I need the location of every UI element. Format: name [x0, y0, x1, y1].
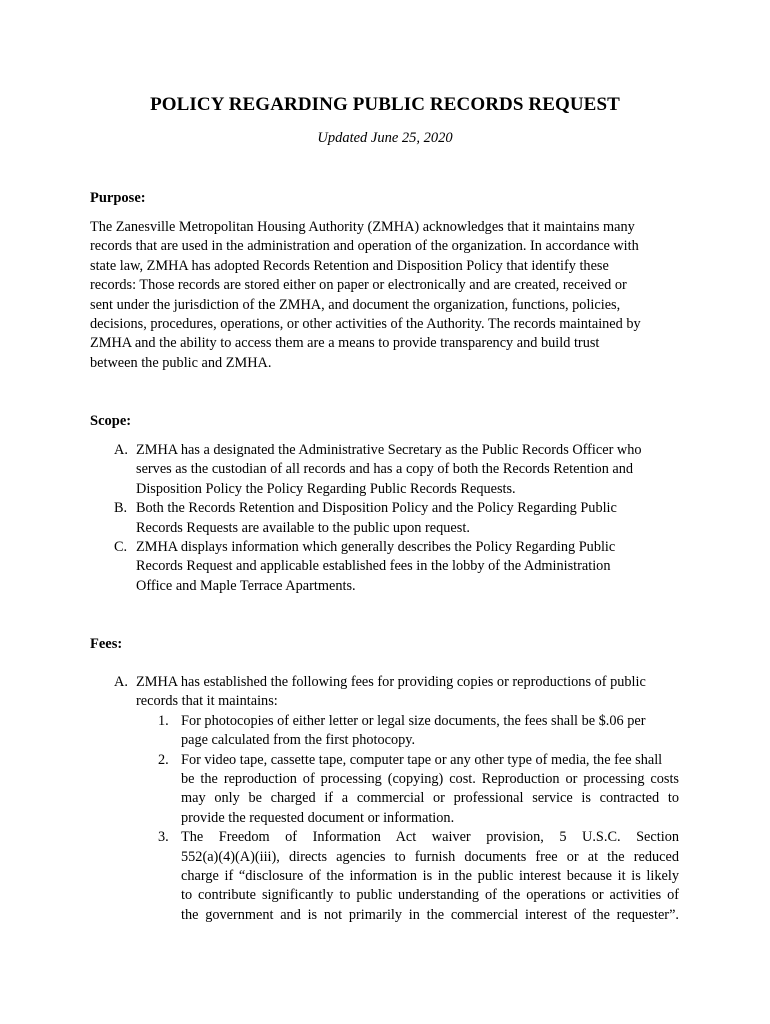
list-item-line: provide the requested document or information.: [181, 809, 455, 826]
list-marker: 1.: [158, 712, 169, 729]
scope-list: [90, 441, 690, 596]
purpose-line: The Zanesville Metropolitan Housing Authority (ZMHA) acknowledges that it maintains many: [90, 219, 635, 235]
list-item-line: ZMHA displays information which generally describes the Policy Regarding Public: [136, 539, 616, 556]
list-item-line: the government and is not primarily in the commercial interest of the requester”.: [181, 906, 679, 923]
purpose-line: records that are used in the administration and operation of the organization. In accordance with: [90, 238, 639, 255]
purpose-heading: Purpose:: [90, 190, 146, 206]
scope-heading: Scope:: [90, 413, 132, 429]
list-item-line: charge if “disclosure of the information is in the public interest because it is likely: [181, 868, 679, 885]
list-item-line: 552(a)(4)(A)(iii), directs agencies to furnish documents free or at the reduced: [181, 848, 679, 865]
scope-item-c: [90, 538, 690, 596]
purpose-paragraph: [90, 218, 690, 373]
list-item-line: ZMHA has established the following fees for providing copies or reproductions of public: [136, 674, 646, 690]
fees-subitem-2: [90, 751, 690, 829]
list-item-line: be the reproduction of processing (copying) cost. Reproduction or processing costs: [181, 771, 679, 788]
scope-item-b: [90, 499, 690, 538]
list-item-line: Office and Maple Terrace Apartments.: [136, 577, 356, 594]
list-marker: A.: [114, 442, 128, 458]
list-item-line: may only be charged if a commercial or professional service is contracted to: [181, 790, 679, 807]
updated-date: Updated June 25, 2020: [317, 130, 453, 146]
list-item-line: page calculated from the first photocopy.: [181, 732, 416, 749]
list-item-line: For video tape, cassette tape, computer tape or any other type of media, the fee shall: [181, 751, 663, 768]
scope-item-a: [90, 441, 690, 499]
purpose-line: state law, ZMHA has adopted Records Retention and Disposition Policy that identify these: [90, 257, 609, 274]
list-item-line: Both the Records Retention and Disposition Policy and the Policy Regarding Public: [136, 500, 617, 517]
list-item-line: to contribute significantly to public understanding of the operations or activities of: [181, 887, 679, 904]
fees-item-a: [90, 673, 690, 712]
list-item-line: The Freedom of Information Act waiver provision, 5 U.S.C. Section: [181, 829, 679, 846]
list-item-line: ZMHA has a designated the Administrative Secretary as the Public Records Officer who: [136, 442, 642, 458]
list-item-line: Records Requests are available to the public upon request.: [136, 519, 470, 536]
purpose-line: sent under the jurisdiction of the ZMHA, and document the organization, functions, policies,: [90, 296, 621, 313]
list-marker: B.: [114, 500, 128, 517]
fees-heading: Fees:: [90, 636, 123, 652]
purpose-line: between the public and ZMHA.: [90, 354, 272, 371]
purpose-line: records: Those records are stored either on paper or electronically and are created, received or: [90, 277, 627, 294]
purpose-line: ZMHA and the ability to access them are a means to provide transparency and build trust: [90, 335, 600, 352]
list-item-line: For photocopies of either letter or legal size documents, the fees shall be $.06 per: [181, 712, 646, 729]
fees-list: [90, 673, 690, 925]
list-marker: C.: [114, 539, 128, 556]
list-item-line: records that it maintains:: [136, 693, 278, 710]
purpose-line: decisions, procedures, operations, or other activities of the Authority. The records maintained by: [90, 316, 641, 333]
fees-subitem-3: [90, 828, 690, 925]
fees-subitem-1: [90, 712, 690, 751]
list-item-line: Disposition Policy the Policy Regarding Public Records Requests.: [136, 480, 516, 497]
list-marker: 3.: [158, 829, 169, 846]
list-item-line: serves as the custodian of all records and has a copy of both the Records Retention and: [136, 461, 634, 478]
document-title: POLICY REGARDING PUBLIC RECORDS REQUEST: [150, 94, 620, 115]
list-marker: 2.: [158, 751, 169, 768]
list-item-line: Records Request and applicable established fees in the lobby of the Administration: [136, 558, 611, 575]
list-marker: A.: [114, 674, 128, 690]
